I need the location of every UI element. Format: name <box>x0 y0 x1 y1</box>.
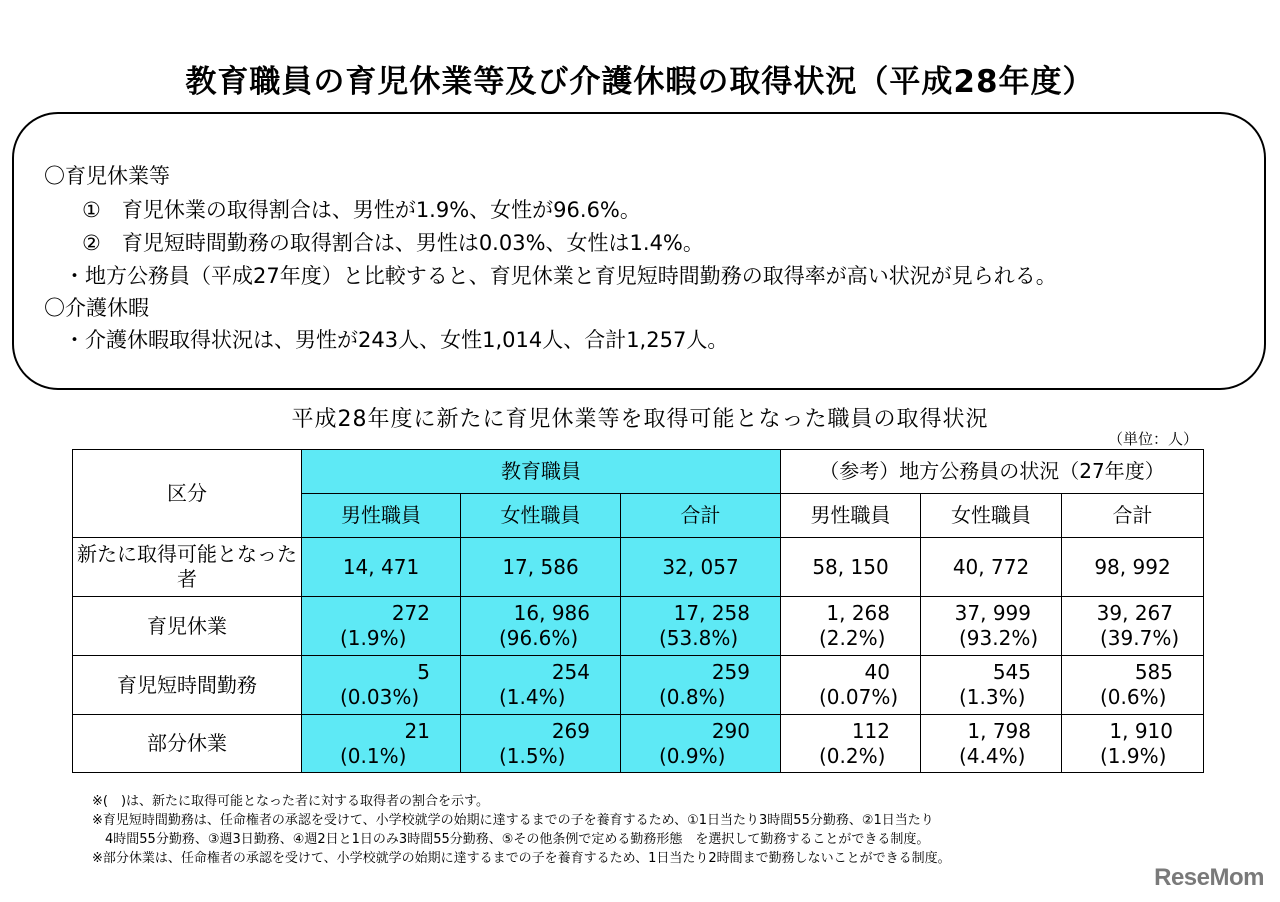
footnote: ※育児短時間勤務は、任命権者の承認を受けて、小学校就学の始期に達するまでの子を養育するため、①1日当たり3時間55分勤務、②1日当たり <box>92 813 934 828</box>
table-cell <box>302 538 461 597</box>
page-title: 教育職員の育児休業等及び介護休暇の取得状況（平成28年度） <box>185 64 1095 100</box>
table-cell <box>461 715 621 773</box>
cell-value: 272 <box>391 601 430 625</box>
table-cell <box>781 656 921 715</box>
col-header: 合計 <box>621 494 781 538</box>
resemom-logo: ReseMom <box>1154 864 1264 891</box>
footnote: 4時間55分勤務、③週3日勤務、④週2日と1日のみ3時間55分勤務、⑤その他条例で定める勤務形態 を選択して勤務することができる制度。 <box>92 832 930 847</box>
cell-value: 545 <box>992 660 1031 684</box>
table-cell <box>302 656 461 715</box>
cell-value: 17, 258 <box>673 601 750 625</box>
group-header-local-gov: （参考）地方公務員の状況（27年度） <box>781 450 1204 494</box>
table-row <box>73 656 1204 715</box>
table-cell <box>781 597 921 656</box>
cell-percent: (2.2%) <box>819 626 886 650</box>
table-cell <box>1062 597 1204 656</box>
cell-value: 585 <box>1134 660 1173 684</box>
table-cell <box>621 656 781 715</box>
cell-value: 1, 798 <box>967 718 1031 743</box>
cell-percent: (1.5%) <box>499 743 566 768</box>
cell-percent: (53.8%) <box>659 626 739 650</box>
table-row <box>73 538 1204 597</box>
cell-value: 254 <box>551 660 590 684</box>
childcare-item-1: ① 育児休業の取得割合は、男性が1.9%、女性が96.6%。 <box>82 198 641 222</box>
cell-percent: (1.9%) <box>1100 743 1167 768</box>
table-header-row <box>73 450 1204 494</box>
cell-percent: (0.9%) <box>659 743 726 768</box>
cell-value: 14, 471 <box>342 554 420 579</box>
row-label: 育児短時間勤務 <box>73 656 302 715</box>
cell-percent: (39.7%) <box>1100 626 1180 650</box>
table-cell <box>921 656 1062 715</box>
table-cell <box>302 597 461 656</box>
cell-percent: (0.03%) <box>340 685 420 709</box>
cell-value: 21 <box>404 718 430 743</box>
cell-percent: (0.07%) <box>819 685 899 709</box>
cell-value: 98, 992 <box>1094 554 1171 579</box>
childcare-comparison: ・地方公務員（平成27年度）と比較すると、育児休業と育児短時間勤務の取得率が高い状況が見られる。 <box>64 264 1057 288</box>
group-header-education: 教育職員 <box>302 450 781 494</box>
cell-percent: (93.2%) <box>959 626 1039 650</box>
cell-value: 32, 057 <box>662 554 739 579</box>
col-header: 女性職員 <box>921 494 1062 538</box>
care-leave-heading: 〇介護休暇 <box>44 296 149 320</box>
table-row <box>73 597 1204 656</box>
table-cell <box>621 597 781 656</box>
corner-header: 区分 <box>73 450 302 538</box>
cell-percent: (4.4%) <box>959 743 1026 768</box>
table-cell <box>1062 715 1204 773</box>
care-leave-stats: ・介護休暇取得状況は、男性が243人、女性1,014人、合計1,257人。 <box>64 328 729 352</box>
table-cell <box>921 597 1062 656</box>
unit-label: （単位：人） <box>1107 430 1198 448</box>
table-cell <box>461 656 621 715</box>
cell-value: 39, 267 <box>1096 601 1173 625</box>
cell-value: 269 <box>551 718 590 743</box>
row-label: 新たに取得可能となった者 <box>73 538 302 597</box>
cell-percent: (0.2%) <box>819 743 886 768</box>
col-header: 女性職員 <box>461 494 621 538</box>
table-cell <box>461 538 621 597</box>
cell-value: 16, 986 <box>513 601 590 625</box>
cell-value: 290 <box>711 718 750 743</box>
table-cell <box>302 715 461 773</box>
cell-percent: (0.1%) <box>340 743 407 768</box>
summary-box <box>12 112 1266 390</box>
cell-value: 40, 772 <box>952 554 1030 579</box>
table-title: 平成28年度に新たに育児休業等を取得可能となった職員の取得状況 <box>291 407 989 432</box>
leave-table <box>72 449 1204 773</box>
cell-value: 58, 150 <box>812 554 889 579</box>
cell-percent: (1.3%) <box>959 685 1026 709</box>
table-cell <box>921 538 1062 597</box>
table-cell <box>781 538 921 597</box>
cell-percent: (1.9%) <box>340 626 407 650</box>
cell-value: 37, 999 <box>954 601 1031 625</box>
table-cell <box>1062 656 1204 715</box>
table-cell <box>921 715 1062 773</box>
footnote: ※部分休業は、任命権者の承認を受けて、小学校就学の始期に達するまでの子を養育するため、1日当たり2時間まで勤務しないことができる制度。 <box>92 851 951 866</box>
childcare-item-2: ② 育児短時間勤務の取得割合は、男性は0.03%、女性は1.4%。 <box>82 231 704 255</box>
col-header: 合計 <box>1062 494 1204 538</box>
cell-value: 5 <box>417 660 430 684</box>
table-cell <box>1062 538 1204 597</box>
cell-percent: (0.6%) <box>1100 685 1167 709</box>
cell-value: 1, 910 <box>1109 718 1173 743</box>
cell-value: 1, 268 <box>826 601 890 625</box>
table-cell <box>621 715 781 773</box>
cell-percent: (96.6%) <box>499 626 579 650</box>
table-cell <box>781 715 921 773</box>
footnotes <box>92 792 951 868</box>
footnote: ※( )は、新たに取得可能となった者に対する取得者の割合を示す。 <box>92 794 489 809</box>
col-header: 男性職員 <box>781 494 921 538</box>
cell-value: 259 <box>711 660 750 684</box>
row-label: 育児休業 <box>73 597 302 656</box>
cell-percent: (0.8%) <box>659 685 726 709</box>
cell-percent: (1.4%) <box>499 685 566 709</box>
cell-value: 40 <box>864 660 890 684</box>
cell-value: 112 <box>851 718 890 743</box>
cell-value: 17, 586 <box>502 554 579 579</box>
table-cell <box>461 597 621 656</box>
childcare-heading: 〇育児休業等 <box>44 164 170 188</box>
col-header: 男性職員 <box>302 494 461 538</box>
table-cell <box>621 538 781 597</box>
row-label: 部分休業 <box>73 715 302 773</box>
table-row <box>73 715 1204 773</box>
